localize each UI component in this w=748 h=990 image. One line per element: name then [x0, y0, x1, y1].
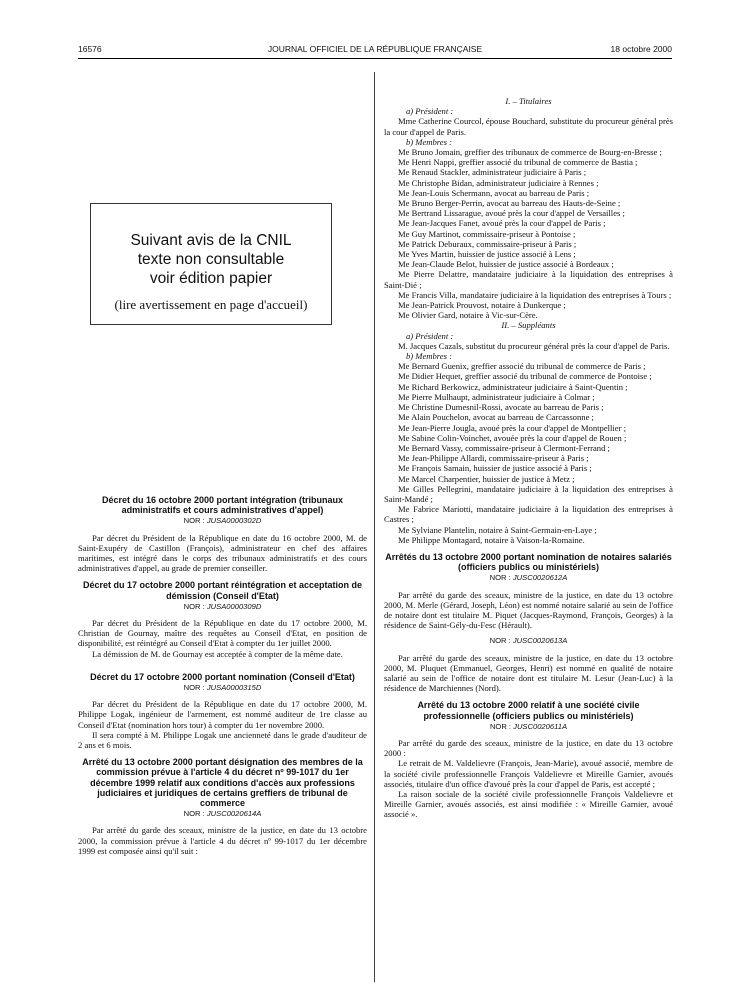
list-item: Me Francis Villa, mandataire judiciaire à la liquidation des entreprises à Tours ; — [398, 289, 672, 300]
list-item: Me Jean-Patrick Prouvost, notaire à Dunkerque ; — [398, 300, 566, 311]
decree2-nor: NOR : JUSA0000309D — [183, 601, 262, 611]
list-item: Me Sabine Colin-Voinchet, avouée près la cour d'appel de Rouen ; — [398, 432, 627, 443]
cnil-line-3: voir édition papier — [149, 270, 273, 287]
suppleants-members-label: b) Membres : — [406, 351, 452, 362]
decree1-title: Décret du 16 octobre 2000 portant intégration (tribunaux administratifs et cours administratives d'appel) — [101, 495, 344, 516]
decree2-body-2: La démission de M. de Gournay est acceptée à compter de la même date. — [92, 648, 343, 659]
suppleants-president: M. Jacques Cazals, substitut du procureur général près la cour d'appel de Paris. — [398, 340, 670, 351]
list-item: Me Guy Martinot, commissaire-priseur à Pontoise ; — [398, 228, 576, 239]
list-item: Me Bruno Jomain, greffier des tribunaux de commerce de Bourg-en-Bresse ; — [398, 147, 662, 158]
right-column — [384, 96, 673, 820]
list-item: Me Jean-Claude Belot, huissier de justice associé à Bordeaux ; — [398, 259, 614, 270]
arrete3-body-3: La raison sociale de la société civile professionnelle François Valdelievre et Mireille Garnier, avoués associés, est ainsi modifiée : « Mireille Garnier, avoué associé ». — [384, 789, 673, 820]
arrete1-nor: NOR : JUSC0020614A — [183, 809, 262, 819]
arrete2-body-2: Par arrêté du garde des sceaux, ministre de la justice, en date du 13 octobre 2000, M. Pluquet (Emmanuel, Georges, Henri) est nommé en qualité de notaire salarié au sein de l'office de notaire dont est titulaire M. Lesur (Jean-Luc) à la résidence de Marchiennes (Nord). — [384, 652, 673, 694]
list-item: Me Olivier Gard, notaire à Vic-sur-Cère. — [398, 310, 538, 321]
arrete3-title: Arrêté du 13 octobre 2000 relatif à une société civile professionnelle (officiers publics ou ministériels) — [417, 700, 640, 721]
journal-title: JOURNAL OFFICIEL DE LA RÉPUBLIQUE FRANÇAISE — [267, 44, 483, 54]
list-item: Me Richard Berkowicz, administrateur judiciaire à Saint-Quentin ; — [398, 381, 628, 392]
arrete2-nor-1: NOR : JUSC0020612A — [489, 573, 568, 583]
decree2-title: Décret du 17 octobre 2000 portant réintégration et acceptation de démission (Conseil d'Etat) — [82, 580, 363, 601]
decree3-title: Décret du 17 octobre 2000 portant nomination (Conseil d'Etat) — [90, 671, 355, 682]
page-number: 16576 — [78, 44, 102, 54]
left-column — [78, 94, 367, 856]
list-item: Me Alain Pouchelon, avocat au barreau de Carcassonne ; — [398, 412, 594, 423]
list-item: Me Jean-Louis Schermann, avocat au barreau de Paris ; — [398, 187, 590, 198]
arrete2-body-1: Par arrêté du garde des sceaux, ministre de la justice, en date du 13 octobre 2000, M. Merle (Gérard, Joseph, Léon) est nommé notaire salarié au sein de l'office de notaire dont est titulaire M. Piquet (Jacques-Raymond, François, Georges) à la résidence de Saint-Gély-du-Fesc (Hérault). — [384, 589, 673, 631]
list-item: Me Sylviane Plantelin, notaire à Saint-Germain-en-Laye ; — [398, 524, 597, 535]
list-item: Me Henri Nappi, greffier associé du tribunal de commerce de Bastia ; — [398, 157, 638, 168]
header-rule — [78, 58, 672, 59]
list-item: Me Christine Dumesnil-Rossi, avocate au barreau de Paris ; — [398, 402, 604, 413]
cnil-line-4: (lire avertissement en page d'accueil) — [114, 297, 308, 312]
cnil-line-1: Suivant avis de la CNIL — [130, 232, 292, 249]
arrete3-nor: NOR : JUSC0020611A — [489, 721, 568, 731]
titulaires-president: Mme Catherine Courcol, épouse Bouchard, substitute du procureur général près la cour d'appel de Paris. — [384, 116, 673, 137]
list-item: Me François Samain, huissier de justice associé à Paris ; — [398, 463, 592, 474]
list-item: Me Pierre Mulhaupt, administrateur judiciaire à Colmar ; — [398, 391, 595, 402]
list-item: Me Gilles Pellegrini, mandataire judiciaire à la liquidation des entreprises à Saint-Mandé ; — [384, 483, 673, 504]
list-item: Me Renaud Stackler, administrateur judiciaire à Paris ; — [398, 167, 587, 178]
list-item: Me Marcel Charpentier, huissier de justice à Metz ; — [398, 473, 575, 484]
arrete3-body-2: Le retrait de M. Valdelievre (François, Jean-Marie), avoué associé, membre de la société civile professionnelle François Valdelievre et Mireille Garnier, avoués associés, titulaire d'un office d'avoué près la cour d'appel de Paris, est accepté ; — [384, 758, 673, 789]
page-header — [78, 44, 672, 58]
decree3-nor: NOR : JUSA0000315D — [183, 683, 262, 693]
list-item: Me Didier Hequet, greffier associé du tribunal de commerce de Pontoise ; — [398, 371, 652, 382]
cnil-line-2: texte non consultable — [137, 251, 285, 268]
decree2-body-1: Par décret du Président de la République en date du 17 octobre 2000, M. Christian de Gournay, maître des requêtes au Conseil d'Etat, en position de disponibilité, est réintégré au Conseil d'Etat à compter du 1er juillet 2000. — [78, 618, 367, 649]
titulaires-members-label: b) Membres : — [406, 136, 452, 147]
list-item: Me Yves Martin, huissier de justice associé à Lens ; — [398, 249, 576, 260]
issue-date: 18 octobre 2000 — [610, 44, 672, 54]
column-divider — [374, 72, 375, 982]
arrete2-title: Arrêtés du 13 octobre 2000 portant nomination de notaires salariés (officiers publics ou ministériels) — [385, 551, 672, 573]
list-item: Me Christophe Bidan, administrateur judiciaire à Rennes ; — [398, 177, 599, 188]
list-item: Me Jean-Jacques Fanet, avoué près la cour d'appel de Paris ; — [398, 218, 606, 229]
decree3-body-2: Il sera compté à M. Philippe Logak une ancienneté dans le grade d'auditeur de 2 ans et 6 mois. — [78, 729, 367, 751]
suppleants-members-list — [384, 361, 673, 545]
list-item: Me Jean-Pierre Jougla, avoué près la cour d'appel de Montpellier ; — [398, 422, 627, 433]
arrete3-body-1: Par arrêté du garde des sceaux, ministre de la justice, en date du 13 octobre 2000 : — [384, 737, 673, 759]
list-item: Me Philippe Montagard, notaire à Vaison-la-Romaine. — [398, 534, 585, 545]
decree3-body-1: Par décret du Président de la République en date du 17 octobre 2000, M. Philippe Logak, ingénieur de l'armement, est nommé auditeur de 1re classe au Conseil d'Etat (nomination hors tour) à compter du 1er novembre 2000. — [78, 699, 367, 730]
list-item: Me Bruno Berger-Perrin, avocat au barreau des Hauts-de-Seine ; — [398, 198, 621, 209]
suppleants-president-label: a) Président : — [406, 330, 454, 341]
decree1-body: Par décret du Président de la République en date du 16 octobre 2000, M. de Saint-Exupéry de Castillon (François), administrateur en chef des affaires maritimes, est intégré dans le corps des tribunaux administratifs et des cours administratives d'appel, au grade de premier conseiller. — [78, 532, 367, 574]
decree1-nor: NOR : JUSA0000302D — [183, 516, 262, 526]
arrete2-nor-2: NOR : JUSC0020613A — [489, 636, 568, 646]
list-item: Me Pierre Delattre, mandataire judiciaire à la liquidation des entreprises à Saint-Dié ; — [384, 269, 673, 290]
list-item: Me Jean-Philippe Allardi, commissaire-priseur à Paris ; — [398, 453, 589, 464]
list-item: Me Fabrice Mariotti, mandataire judiciaire à la liquidation des entreprises à Castres ; — [384, 504, 673, 525]
titulaires-president-label: a) Président : — [406, 106, 454, 117]
arrete1-title: Arrêté du 13 octobre 2000 portant désignation des membres de la commission prévue à l'article 4 du décret nº 99-1017 du 1er décembre 1999 relatif aux conditions d'accès aux professions judiciaires et juridiques de certains greffiers de tribunal de commerce — [82, 757, 363, 809]
list-item: Me Bernard Guenix, greffier associé du tribunal de commerce de Paris ; — [398, 361, 646, 372]
list-item: Me Bertrand Lissarague, avoué près la cour d'appel de Versailles ; — [398, 208, 625, 219]
list-item: Me Patrick Deburaux, commissaire-priseur à Paris ; — [398, 238, 577, 249]
suppleants-heading: II. – Suppléants — [501, 320, 556, 331]
titulaires-heading: I. – Titulaires — [505, 96, 552, 106]
list-item: Me Bernard Vassy, commissaire-priseur à Clermont-Ferrand ; — [398, 442, 610, 453]
arrete1-body: Par arrêté du garde des sceaux, ministre de la justice, en date du 13 octobre 2000, la commission prévue à l'article 4 du décret nº 99-1017 du 1er décembre 1999 est composée ainsi qu'il suit : — [78, 825, 367, 856]
titulaires-members-list — [384, 147, 673, 320]
